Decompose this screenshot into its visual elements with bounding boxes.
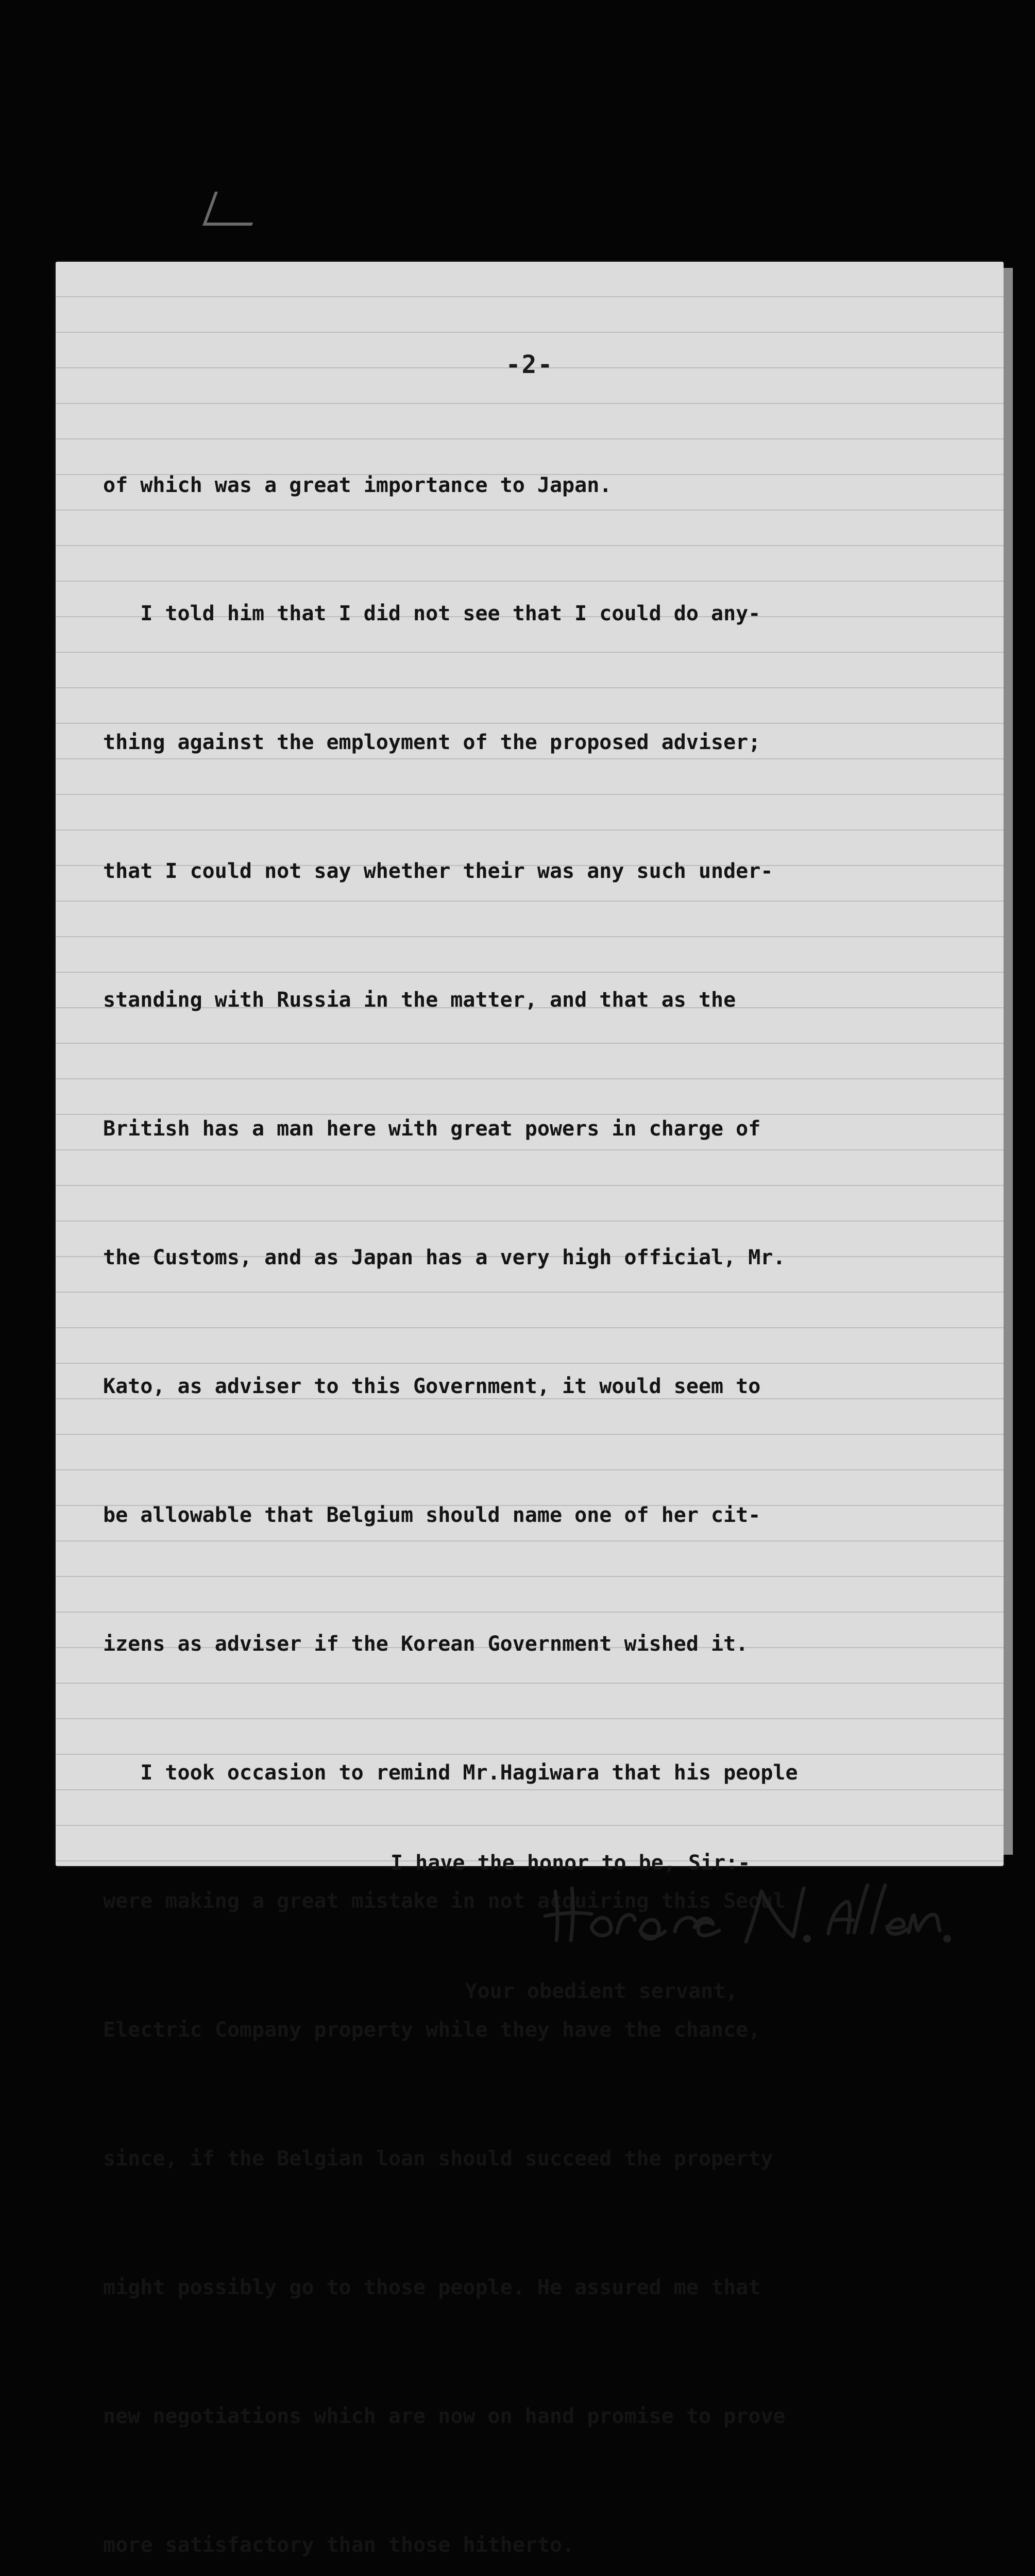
body-line: were making a great mistake in not acquiring this Seoul: [103, 1889, 786, 1913]
letter-body: [103, 378, 989, 2576]
letter-page: [56, 262, 1004, 2557]
body-line: British has a man here with great powers in charge of: [103, 1117, 761, 1141]
closing-line: I have the honor to be, Sir:-: [391, 1851, 751, 1875]
body-line: that I could not say whether their was any such under-: [103, 859, 773, 884]
closing-line: Your obedient servant,: [391, 1979, 738, 2003]
body-line: the Customs, and as Japan has a very high official, Mr.: [103, 1245, 786, 1269]
body-line: Kato, as adviser to this Government, it would seem to: [103, 1374, 761, 1398]
body-line: since, if the Belgian loan should succeed the property: [103, 2147, 773, 2171]
body-line: I took occasion to remind Mr.Hagiwara that his people: [103, 1760, 798, 1785]
body-line: more satisfactory than those hitherto.: [103, 2533, 575, 2557]
film-corner-mark: [202, 192, 264, 226]
page-edge-shadow: [1004, 268, 1013, 1855]
body-line: I told him that I did not see that I could do any-: [103, 602, 761, 626]
body-line: might possibly go to those people. He assured me that: [103, 2276, 761, 2300]
handwritten-signature: [540, 1876, 1004, 1948]
body-line: standing with Russia in the matter, and that as the: [103, 988, 736, 1012]
body-line: Electric Company property while they have the chance,: [103, 2018, 761, 2042]
body-line: of which was a great importance to Japan.: [103, 473, 612, 497]
body-line: thing against the employment of the proposed adviser;: [103, 731, 761, 755]
body-line: be allowable that Belgium should name one of her cit-: [103, 1503, 761, 1527]
body-line: new negotiations which are now on hand promise to prove: [103, 2404, 786, 2428]
body-line: izens as adviser if the Korean Government wished it.: [103, 1632, 749, 1656]
page-number: -2-: [505, 350, 554, 379]
